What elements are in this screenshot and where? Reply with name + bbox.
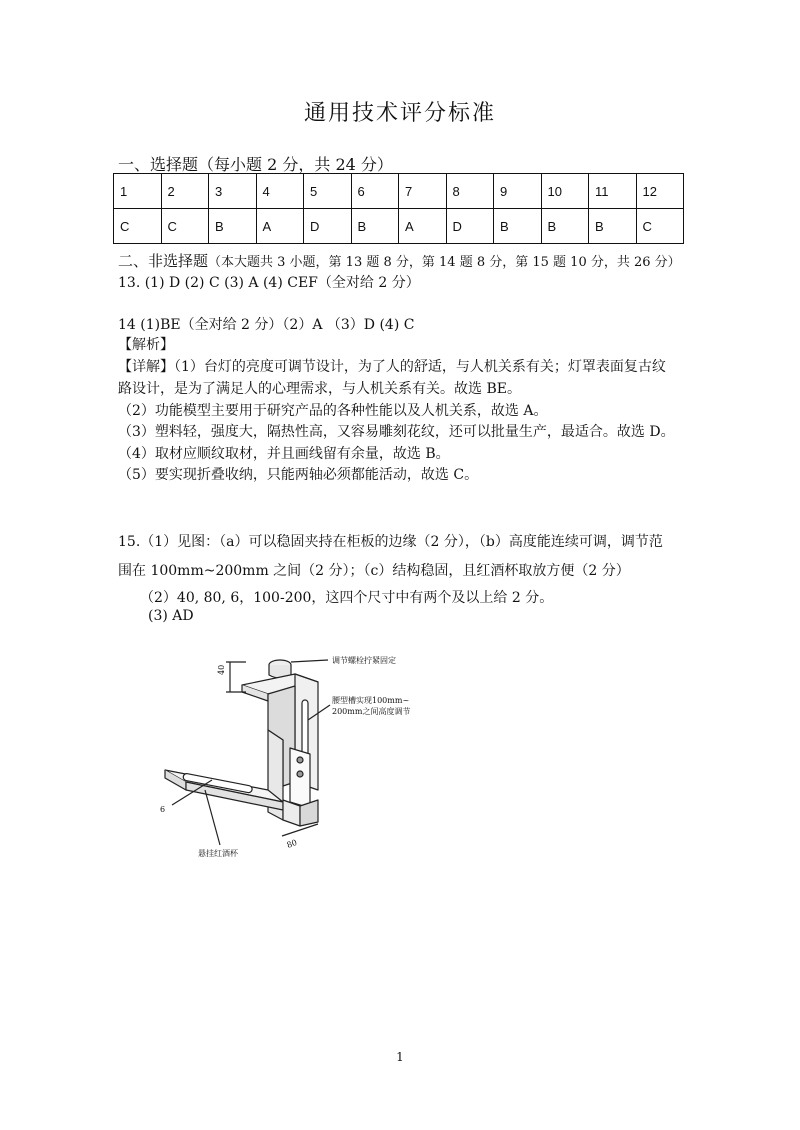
q15-line-c: （2）40, 80, 6，100-200，这四个尺寸中有两个及以上给 2 分。 (140, 590, 554, 606)
label-hang: 悬挂红酒杯 (198, 849, 238, 858)
answer-table-answer-row (114, 209, 684, 244)
question-number-cell: 3 (209, 174, 257, 209)
q14-detail-4: （4）取材应顺纹取材，并且画线留有余量，故选 B。 (118, 446, 450, 462)
question-number-cell: 2 (161, 174, 209, 209)
question-number-cell: 6 (351, 174, 399, 209)
dim-80-label: 80 (285, 837, 299, 850)
question-number-cell: 5 (304, 174, 352, 209)
q15-line-b: 围在 100mm~200mm 之间（2 分）；（c）结构稳固，且红酒杯取放方便（2 分） (118, 563, 630, 579)
answer-table-number-row (114, 174, 684, 209)
leader-hang (205, 790, 220, 845)
leader-bolt (291, 660, 328, 662)
page-number: 1 (396, 1050, 404, 1064)
answer-cell: B (494, 209, 542, 244)
answer-cell: D (446, 209, 494, 244)
bracket-figure (150, 640, 450, 870)
q13-answer: 13. (1) D (2) C (3) A (4) CEF（全对给 2 分） (118, 275, 420, 291)
answer-cell: D (304, 209, 352, 244)
q14-detail-2: （2）功能模型主要用于研究产品的各种性能以及人机关系，故选 A。 (118, 403, 548, 419)
answer-cell: C (636, 209, 684, 244)
q14-detail-1a: 【详解】（1）台灯的亮度可调节设计，为了人的舒适，与人机关系有关；灯罩表面复古纹 (118, 359, 666, 375)
answer-cell: B (351, 209, 399, 244)
slide-hole-2 (297, 771, 303, 777)
answer-cell: C (161, 209, 209, 244)
question-number-cell: 12 (636, 174, 684, 209)
question-number-cell: 10 (541, 174, 589, 209)
dim-40-label: 40 (217, 664, 226, 675)
answer-cell: B (541, 209, 589, 244)
question-number-cell: 7 (399, 174, 447, 209)
section2-heading-note: （本大题共 3 小题，第 13 题 8 分，第 14 题 8 分，第 15 题 10 分，共 26 分） (208, 255, 681, 270)
question-number-cell: 11 (589, 174, 637, 209)
dim-6-label: 6 (160, 805, 166, 814)
q15-line-d: (3) AD (148, 608, 194, 624)
q14-detail-3: （3）塑料轻，强度大，隔热性高，又容易雕刻花纹，还可以批量生产，最适合。故选 D。 (118, 424, 675, 440)
answer-cell: A (399, 209, 447, 244)
section2-heading (118, 250, 681, 271)
answer-cell: B (209, 209, 257, 244)
section2-heading-text: 二、非选择题 (118, 252, 209, 270)
q15-line-a: 15.（1）见图：（a）可以稳固夹持在柜板的边缘（2 分），（b）高度能连续可调，调节范 (118, 534, 663, 550)
q14-analysis-label: 【解析】 (118, 337, 174, 353)
label-bolt: 调节螺栓拧紧固定 (332, 656, 396, 665)
answer-cell: C (114, 209, 162, 244)
question-number-cell: 4 (256, 174, 304, 209)
question-number-cell: 8 (446, 174, 494, 209)
label-slot-1: 腰型槽实现100mm~ (332, 696, 410, 705)
q14-detail-1b: 路设计，是为了满足人的心理需求，与人机关系有关。故选 BE。 (118, 381, 521, 397)
answer-table (113, 173, 684, 244)
slide-hole-1 (297, 757, 303, 763)
answer-cell: B (589, 209, 637, 244)
label-slot-2: 200mm之间高度调节 (332, 707, 411, 716)
answer-cell: A (256, 209, 304, 244)
question-number-cell: 1 (114, 174, 162, 209)
q14-detail-5: （5）要实现折叠收纳，只能两轴必须都能活动，故选 C。 (118, 467, 479, 483)
section1-heading: 一、选择题（每小题 2 分，共 24 分） (118, 155, 393, 174)
page-title: 通用技术评分标准 (303, 101, 496, 126)
question-number-cell: 9 (494, 174, 542, 209)
q14-answer: 14 (1)BE（全对给 2 分）（2）A （3）D (4) C (118, 317, 415, 333)
